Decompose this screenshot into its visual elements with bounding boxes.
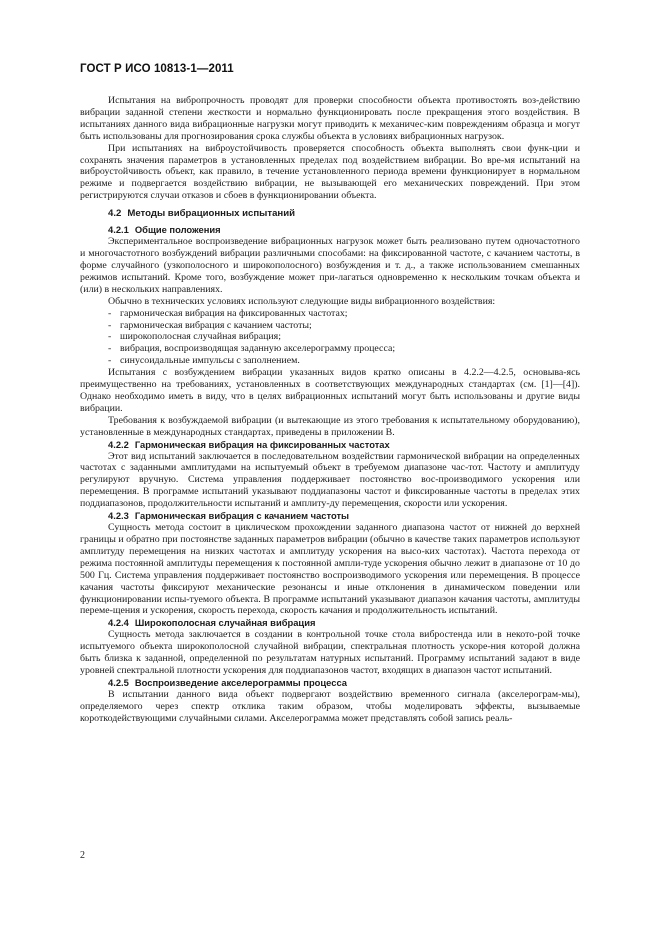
section-number: 4.2.5 [108,676,129,688]
vibration-types-list [80,308,580,368]
section-4-2-1-heading [80,224,580,236]
intro-paragraph-2: При испытаниях на виброустойчивость проверяется способность объекта выполнять свои функ-ции и сохранять значения параметров в установленных пределах под воздействием вибрации. Во вре-мя испытаний на виброустойчивость объект, как правило, в течение установленного периода времени функционирует в нормальном режиме и подвергается воздействию вибрации, не вызывающей его механических повреждений. При этом регистрируются случаи отказов и сбоев в функционировании объекта. [80,142,580,202]
section-number: 4.2.3 [108,510,129,522]
paragraph: Обычно в технических условиях используют следующие виды вибрационного воздействия: [108,295,496,307]
list-item: - широкополосная случайная вибрация; [108,331,281,343]
paragraph: Сущность метода состоит в циклическом прохождении заданного диапазона частот от нижней до верхней границы и обратно при постоянстве заданных параметров вибрации (обычно в качестве таких параметров используют амплитуду перемещения на низких частотах и амплитуду ускорения на высо-ких частотах). Частота перехода от режима постоянной амплитуды перемещения к постоянной ампли-туде ускорения обычно лежит в диапазоне от 10 до 500 Гц. Система управления поддерживает постоянство воспроизводимого ускорения или перемещения. В процессе качания частоты фиксируют механические резонансы и иные отклонения в динамическом поведении или функционировании испы-туемого объекта. В программе испытаний указывают диапазон качания частоты, амплитуды переме-щения и ускорения, скорость перехода, скорость качания и продолжительность испытаний. [80,522,580,617]
section-4-2-5-heading [80,677,580,689]
list-item: - вибрация, воспроизводящая заданную акселерограмму процесса; [108,343,396,355]
paragraph: В испытании данного вида объект подвергают воздействию временного сигнала (акселерограм-мы), определяемого через спектр отклика таким образом, чтобы моделировать эффекты, вызываемые короткодействующими случайными силами. Акселерограмма может представлять собой запись реаль- [80,688,580,724]
section-4-2-4-heading [80,617,580,629]
section-title: Широкополосная случайная вибрация [134,617,316,629]
list-item: - гармоническая вибрация с качанием частоты; [108,319,312,331]
document-body [80,95,580,725]
section-4-2-3-heading [80,510,580,522]
paragraph: Этот вид испытаний заключается в последовательном воздействии гармонической вибрации на определенных частотах с заданными амплитудами на испытуемый объект в требуемом диапазоне час-тот. Частоту и амплитуду регулируют вручную. Система управления поддерживает постоянство вос-производимого ускорения или перемещения. В программе испытаний указывают поддиапазоны частот и фиксированные частоты в пределах этих поддиапазонов, продолжительности испытаний и амплиту-ду перемещения, скорости или ускорения. [80,450,580,510]
section-title: Гармоническая вибрация на фиксированных частотах [134,438,390,450]
paragraph: Сущность метода заключается в создании в контрольной точке стола вибростенда или в некото-рой точке испытуемого объекта широкополосной случайной вибрации, спектральная плотность ускоре-ния которой должна быть близка к заданной, определенной по результатам натурных испытаний. Программу испытаний задают в виде уровней спектральной плотности ускорения для поддиапазонов частот, входящих в диапазон частот испытаний. [80,629,580,677]
paragraph: Требования к возбуждаемой вибрации (и вытекающие из этого требования к испытательному оборудованию), установленные в международных стандартах, приведены в приложении В. [80,414,580,438]
page-number: 2 [80,850,85,861]
section-title: Методы вибрационных испытаний [127,208,295,220]
document-header: ГОСТ Р ИСО 10813-1—2011 [80,63,234,75]
paragraph: Испытания с возбуждением вибрации указанных видов кратко описаны в 4.2.2—4.2.5, основыва-ясь преимущественно на требованиях, установленных в соответствующих международных стандартах (см. [1]—[4]). Однако необходимо иметь в виду, что в целях вибрационных испытаний могут быть использованы и другие виды вибрации. [80,367,580,414]
section-title: Гармоническая вибрация с качанием частоты [134,510,350,522]
section-title: Воспроизведение акселерограммы процесса [134,676,348,688]
section-number: 4.2.1 [108,224,129,236]
section-4-2-2-heading [80,439,580,451]
list-item: - синусоидальные импульсы с заполнением. [108,355,300,367]
section-number: 4.2.4 [108,617,129,629]
section-4-2-heading [80,208,580,220]
intro-paragraph-1: Испытания на вибропрочность проводят для проверки способности объекта противостоять воз-действию вибрации заданной степени жесткости и нормально функционировать после прекращения этого воздействия. В испытаниях данного вида вибрационные нагрузки могут приводить к механичес-ким повреждениям образца и могут быть использованы для прогнозирования срока службы объекта в условиях вибрационных нагрузок. [80,95,580,142]
list-item: - гармоническая вибрация на фиксированных частотах; [108,307,348,319]
section-number: 4.2.2 [108,438,129,450]
section-number: 4.2 [108,208,122,220]
paragraph: Экспериментальное воспроизведение вибрационных нагрузок может быть реализовано путем одночастотного и многочастотного возбуждений вибрации различными способами: на фиксированной частоте, с качанием частоты, в форме случайного (узкополосного и широкополосного) возбуждения и т. д., а также использованием смешанных режимов испытаний. Кроме того, возбуждение может при-лагаться одновременно к нескольким точкам объекта и (или) в нескольких направлениях. [80,236,580,295]
section-title: Общие положения [134,224,221,236]
